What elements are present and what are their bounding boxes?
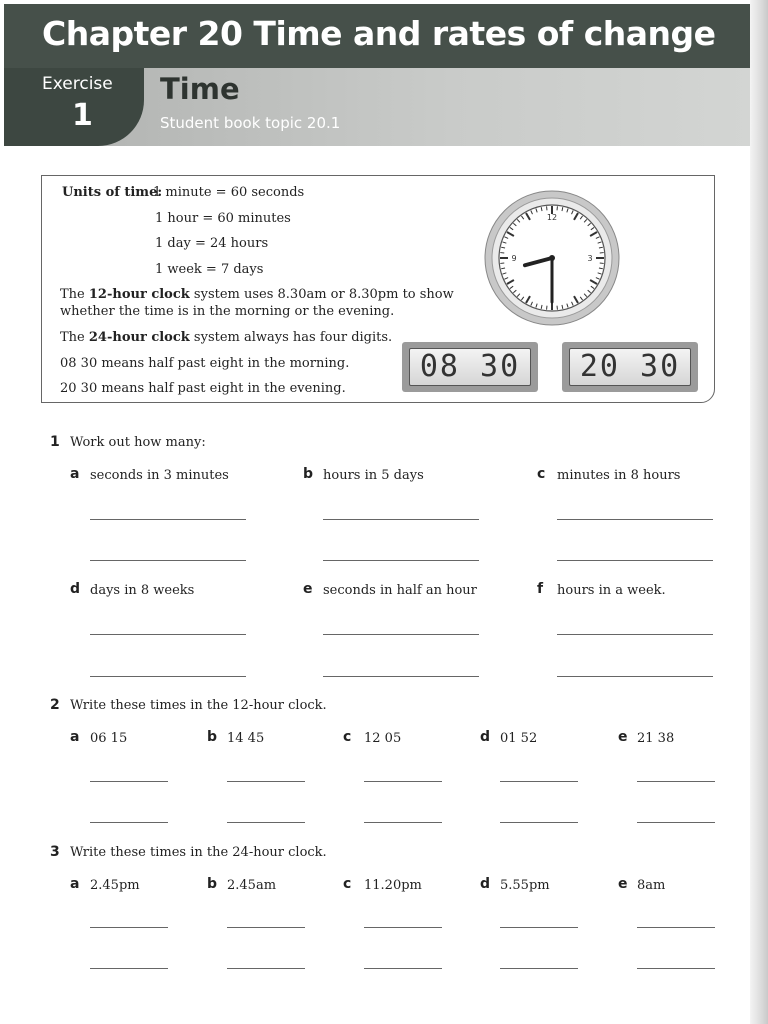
q2-part-a-letter: a (70, 729, 80, 745)
q1-part-b-letter: b (303, 466, 314, 482)
q2-part-d-letter: d (480, 729, 491, 745)
q1-part-a-text: seconds in 3 minutes (90, 468, 229, 483)
q3-part-b-text: 2.45am (227, 878, 277, 893)
q3-part-c-letter: c (343, 876, 352, 892)
q2-part-a-text: 06 15 (90, 731, 128, 746)
q1-part-e-text: seconds in half an hour (323, 583, 477, 598)
q1e-answer-line-2[interactable] (323, 676, 479, 677)
q3-part-e-letter: e (618, 876, 628, 892)
question-3-number: 3 (50, 844, 60, 860)
digital-clock-morning-display: 08 30 (409, 348, 531, 386)
q1f-answer-line-1[interactable] (557, 634, 713, 635)
q3d-answer-line-1[interactable] (500, 927, 578, 928)
q1a-answer-line-1[interactable] (90, 519, 246, 520)
q3-part-c-text: 11.20pm (364, 878, 422, 893)
q3c-answer-line-2[interactable] (364, 968, 442, 969)
clock-label-3: 3 (587, 254, 593, 263)
question-3-text: Write these times in the 24-hour clock. (70, 845, 327, 860)
q1-part-f-letter: f (537, 581, 544, 597)
q1a-answer-line-2[interactable] (90, 560, 246, 561)
q2-part-e-text: 21 38 (637, 731, 675, 746)
q1-part-e-letter: e (303, 581, 313, 597)
twentyfour-hour-line (60, 330, 392, 345)
q1-part-c-text: minutes in 8 hours (557, 468, 681, 483)
q1b-answer-line-2[interactable] (323, 560, 479, 561)
q1-part-d-letter: d (70, 581, 81, 597)
q2a-answer-line-2[interactable] (90, 822, 168, 823)
q1d-answer-line-2[interactable] (90, 676, 246, 677)
twentyfour-bold: 24-hour clock (88, 330, 190, 345)
units-label: Units of time: (62, 185, 163, 200)
chapter-title: Chapter 20 Time and rates of change (42, 14, 716, 53)
q3b-answer-line-1[interactable] (227, 927, 305, 928)
question-2-text: Write these times in the 12-hour clock. (70, 698, 327, 713)
unit-hour: 1 hour = 60 minutes (155, 211, 291, 226)
clock-label-12: 12 (546, 213, 558, 222)
q3a-answer-line-2[interactable] (90, 968, 168, 969)
q3e-answer-line-2[interactable] (637, 968, 715, 969)
analog-clock-icon (484, 190, 620, 326)
q2-part-b-text: 14 45 (227, 731, 265, 746)
morning-example: 08 30 means half past eight in the morning. (60, 356, 350, 371)
twelve-hour-bold: 12-hour clock (88, 287, 190, 302)
clock-label-9: 9 (511, 254, 517, 263)
q1-part-b-text: hours in 5 days (323, 468, 424, 483)
q2-part-d-text: 01 52 (500, 731, 538, 746)
q1f-answer-line-2[interactable] (557, 676, 713, 677)
q2d-answer-line-1[interactable] (500, 781, 578, 782)
twelve-hour-line1 (60, 287, 454, 302)
q2-part-e-letter: e (618, 729, 628, 745)
unit-day: 1 day = 24 hours (155, 236, 269, 251)
q2c-answer-line-1[interactable] (364, 781, 442, 782)
q1-part-d-text: days in 8 weeks (90, 583, 195, 598)
page-edge (750, 0, 768, 1024)
twelve-hour-line2: whether the time is in the morning or the evening. (60, 304, 395, 319)
exercise-number: 1 (72, 98, 93, 133)
twelve-hour-post: system uses 8.30am or 8.30pm to show (193, 287, 454, 302)
chapter-banner (4, 4, 750, 68)
q2-part-b-letter: b (207, 729, 218, 745)
digital-clock-evening (562, 342, 698, 392)
q1c-answer-line-1[interactable] (557, 519, 713, 520)
digital-clock-evening-display: 20 30 (569, 348, 691, 386)
q1d-answer-line-1[interactable] (90, 634, 246, 635)
q1-part-a-letter: a (70, 466, 80, 482)
exercise-badge (4, 68, 144, 146)
twentyfour-post: system always has four digits. (193, 330, 393, 345)
q2d-answer-line-2[interactable] (500, 822, 578, 823)
q3-part-b-letter: b (207, 876, 218, 892)
evening-example: 20 30 means half past eight in the evening. (60, 381, 346, 396)
q1-part-c-letter: c (537, 466, 546, 482)
q3-part-a-text: 2.45pm (90, 878, 140, 893)
exercise-label: Exercise (42, 74, 113, 94)
q3a-answer-line-1[interactable] (90, 927, 168, 928)
q1-part-f-text: hours in a week. (557, 583, 666, 598)
q2c-answer-line-2[interactable] (364, 822, 442, 823)
q2b-answer-line-2[interactable] (227, 822, 305, 823)
question-1-text: Work out how many: (70, 435, 206, 450)
twentyfour-pre: The (60, 330, 85, 345)
q3b-answer-line-2[interactable] (227, 968, 305, 969)
question-2-number: 2 (50, 697, 60, 713)
q3d-answer-line-2[interactable] (500, 968, 578, 969)
q3-part-d-text: 5.55pm (500, 878, 550, 893)
q2e-answer-line-1[interactable] (637, 781, 715, 782)
q2-part-c-text: 12 05 (364, 731, 402, 746)
q2-part-c-letter: c (343, 729, 352, 745)
question-1-number: 1 (50, 434, 60, 450)
q3e-answer-line-1[interactable] (637, 927, 715, 928)
q3-part-e-text: 8am (637, 878, 666, 893)
q2e-answer-line-2[interactable] (637, 822, 715, 823)
q2a-answer-line-1[interactable] (90, 781, 168, 782)
q3-part-d-letter: d (480, 876, 491, 892)
digital-clock-morning (402, 342, 538, 392)
section-subtitle: Student book topic 20.1 (160, 114, 341, 132)
unit-minute: 1 minute = 60 seconds (153, 185, 305, 200)
section-title: Time (160, 72, 240, 106)
twelve-hour-pre: The (60, 287, 85, 302)
q2b-answer-line-1[interactable] (227, 781, 305, 782)
q3-part-a-letter: a (70, 876, 80, 892)
q1b-answer-line-1[interactable] (323, 519, 479, 520)
unit-week: 1 week = 7 days (155, 262, 264, 277)
q3c-answer-line-1[interactable] (364, 927, 442, 928)
q1c-answer-line-2[interactable] (557, 560, 713, 561)
q1e-answer-line-1[interactable] (323, 634, 479, 635)
